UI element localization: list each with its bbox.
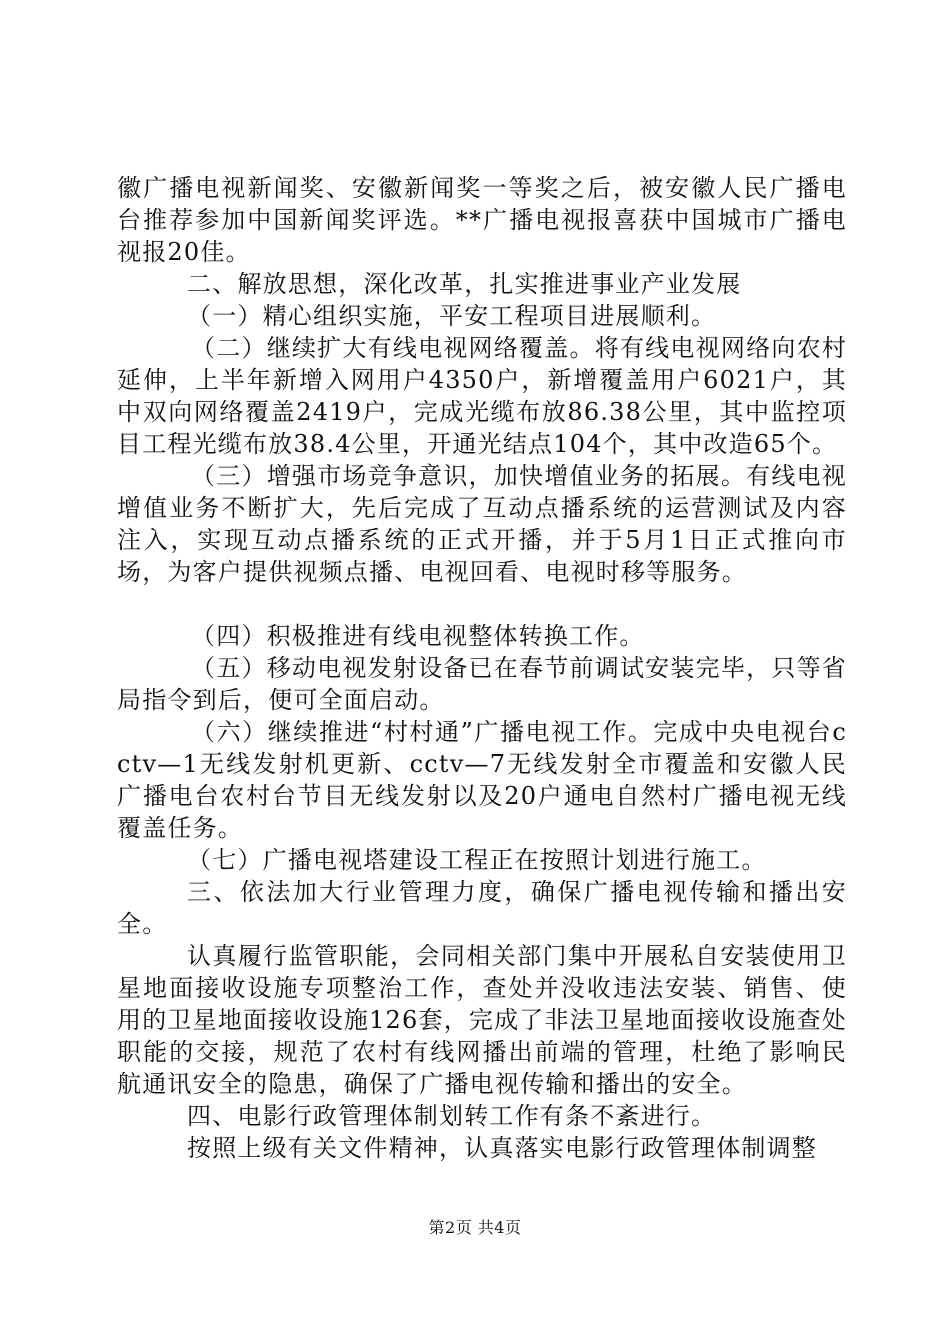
subsection-heading-7: （七）广播电视塔建设工程正在按照计划进行施工。 [187, 846, 767, 874]
paragraph-network-coverage: （二）继续扩大有线电视网络覆盖。将有线电视网络向农村延伸，上半年新增入网用户4350户，新增覆盖用户6021户，其中双向网络覆盖2419户，完成光缆布放86.38公里，其中监控项目工程光缆布放38.4公里，开通光结点104个，其中改造65个。 [117, 334, 847, 458]
paragraph-continuation: 徽广播电视新闻奖、安徽新闻奖一等奖之后，被安徽人民广播电台推荐参加中国新闻奖评选。**广播电视报喜获中国城市广播电视报20佳。 [117, 174, 847, 266]
document-body [117, 172, 847, 1164]
section-heading-4: 四、电影行政管理体制划转工作有条不紊进行。 [187, 1102, 717, 1130]
page-number-footer: 第2页 共4页 [428, 1218, 522, 1237]
paragraph-value-added-services: （三）增强市场竞争意识，加快增值业务的拓展。有线电视增值业务不断扩大，先后完成了互动点播系统的运营测试及内容注入，实现互动点播系统的正式开播，并于5月1日正式推向市场，为客户提供视频点播、电视回看、电视时移等服务。 [117, 462, 847, 586]
section-heading-2: 二、解放思想，深化改革，扎实推进事业产业发展 [187, 270, 742, 298]
paragraph-film-administration: 按照上级有关文件精神，认真落实电影行政管理体制调整 [187, 1134, 817, 1162]
paragraph-mobile-tv: （五）移动电视发射设备已在春节前调试安装完毕，只等省局指令到后，便可全面启动。 [117, 654, 847, 714]
section-heading-3: 三、依法加大行业管理力度，确保广播电视传输和播出安全。 [117, 878, 847, 938]
paragraph-supervision: 认真履行监管职能，会同相关部门集中开展私自安装使用卫星地面接收设施专项整治工作，查处并没收违法安装、销售、使用的卫星地面接收设施126套，完成了非法卫星地面接收设施查处职能的交接，规范了农村有线网播出前端的管理，杜绝了影响民航通讯安全的隐患，确保了广播电视传输和播出的安全。 [117, 942, 847, 1098]
subsection-heading-4: （四）积极推进有线电视整体转换工作。 [191, 622, 645, 650]
paragraph-village-coverage: （六）继续推进“村村通”广播电视工作。完成中央电视台cctv—1无线发射机更新、cctv—7无线发射全市覆盖和安徽人民广播电台农村台节目无线发射以及20户通电自然村广播电视无线覆盖任务。 [117, 718, 847, 842]
subsection-heading-1: （一）精心组织实施，平安工程项目进展顺利。 [187, 302, 717, 330]
